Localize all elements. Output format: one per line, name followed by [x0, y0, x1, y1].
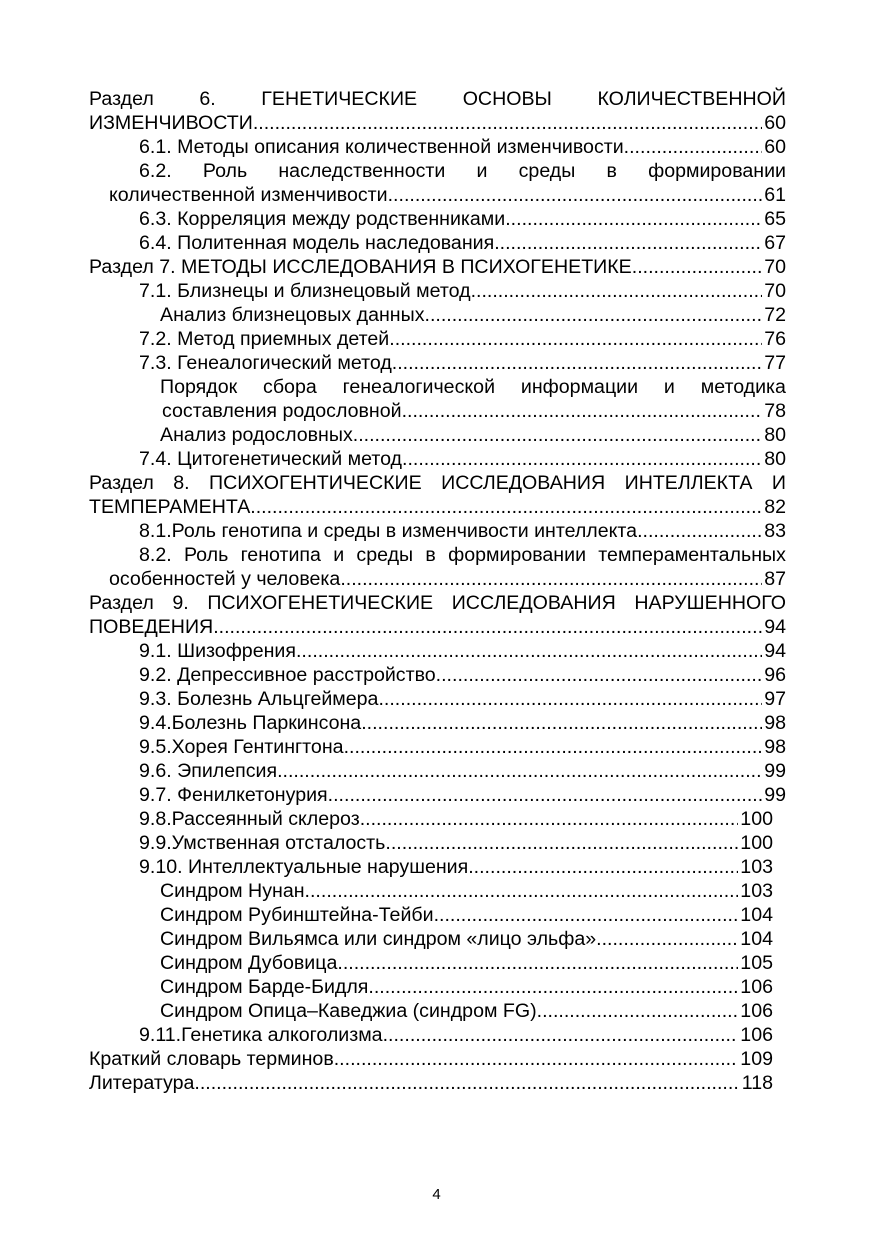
- leader-dots: [596, 927, 738, 951]
- page-number-footer: 4: [432, 1186, 441, 1203]
- toc-entry-9-6[interactable]: 9.6. Эпилепсия ..... 99: [139, 759, 786, 783]
- page-number: 76: [764, 328, 786, 350]
- page-number: 83: [764, 520, 786, 542]
- page-number: 70: [764, 280, 786, 302]
- toc-entry-8-2[interactable]: особенностей у человека ..... 87: [109, 567, 786, 591]
- toc-entry-7-1-twin-analysis[interactable]: Анализ близнецовых данных ..... 72: [160, 303, 786, 327]
- page-number: 78: [764, 400, 786, 422]
- page-number: 82: [764, 496, 786, 518]
- toc-entry-dubowitz[interactable]: Синдром Дубовица ..... 105: [160, 951, 773, 975]
- page-number: 67: [764, 232, 786, 254]
- toc-entry-9-10[interactable]: 9.10. Интеллектуальные нарушения ..... 103: [139, 855, 773, 879]
- page-number: 98: [764, 712, 786, 734]
- toc-entry-9-4[interactable]: 9.4.Болезнь Паркинсона ..... 98: [139, 711, 786, 735]
- toc-entry-7-3-procedure[interactable]: составления родословной ..... 78: [162, 399, 786, 423]
- page-number: 106: [740, 1000, 773, 1022]
- leader-dots: [337, 951, 738, 975]
- page-number: 100: [740, 832, 773, 854]
- toc-entry-7-3[interactable]: 7.3. Генеалогический метод ..... 77: [139, 351, 786, 375]
- page-number: 103: [740, 880, 773, 902]
- page-number: 97: [764, 688, 786, 710]
- toc-entry-8-1[interactable]: 8.1.Роль генотипа и среды в изменчивости интеллекта ..... 83: [139, 519, 786, 543]
- leader-dots: [344, 735, 763, 759]
- toc-entry-9-2[interactable]: 9.2. Депрессивное расстройство ..... 96: [139, 663, 786, 687]
- toc-entry-7-1[interactable]: 7.1. Близнецы и близнецовый метод ..... 70: [139, 279, 786, 303]
- page-number: 80: [764, 424, 786, 446]
- leader-dots: [392, 351, 762, 375]
- toc-entry-9-1[interactable]: 9.1. Шизофрения ..... 94: [139, 639, 786, 663]
- page-number: 94: [764, 640, 786, 662]
- leader-dots: [468, 855, 738, 879]
- leader-dots: [434, 903, 739, 927]
- toc-entry-rubinstein-taybi[interactable]: Синдром Рубинштейна-Тейби ..... 104: [160, 903, 773, 927]
- page-number: 65: [764, 208, 786, 230]
- leader-dots: [436, 663, 763, 687]
- page-number: 106: [740, 976, 773, 998]
- leader-dots: [368, 975, 738, 999]
- toc-entry-noonan[interactable]: Синдром Нунан ..... 103: [160, 879, 773, 903]
- leader-dots: [277, 759, 762, 783]
- leader-dots: [537, 999, 739, 1023]
- toc-entry-section-9[interactable]: ПОВЕДЕНИЯ ..... 94: [89, 615, 786, 639]
- leader-dots: [402, 447, 762, 471]
- leader-dots: [378, 687, 762, 711]
- toc-entry-9-9[interactable]: 9.9.Умственная отсталость ..... 100: [139, 831, 773, 855]
- toc-entry-section-7[interactable]: Раздел 7. МЕТОДЫ ИССЛЕДОВАНИЯ В ПСИХОГЕНЕТИКЕ ..... 70: [89, 255, 786, 279]
- toc-entry-williams[interactable]: Синдром Вильямса или синдром «лицо эльфа» ..... 104: [160, 927, 773, 951]
- leader-dots: [328, 783, 763, 807]
- page-number: 118: [741, 1072, 773, 1094]
- toc-entry-9-11[interactable]: 9.11.Генетика алкоголизма ..... 106: [139, 1023, 773, 1047]
- page-number: 72: [764, 304, 786, 326]
- page-number: 98: [764, 736, 786, 758]
- toc-entry-7-3-procedure-title: Порядок сбора генеалогической информации и методика: [160, 376, 786, 398]
- leader-dots: [425, 303, 763, 327]
- toc-section-8-title: Раздел 8. ПСИХОГЕНТИЧЕСКИЕ ИССЛЕДОВАНИЯ ИНТЕЛЛЕКТА И: [89, 472, 786, 494]
- page-number: 100: [740, 808, 773, 830]
- toc-entry-glossary[interactable]: Краткий словарь терминов ..... 109: [89, 1047, 773, 1071]
- leader-dots: [334, 1047, 739, 1071]
- toc-entry-9-3[interactable]: 9.3. Болезнь Альцгеймера ..... 97: [139, 687, 786, 711]
- leader-dots: [385, 831, 738, 855]
- toc-section-6-title: Раздел 6. ГЕНЕТИЧЕСКИЕ ОСНОВЫ КОЛИЧЕСТВЕННОЙ: [89, 88, 786, 110]
- leader-dots: [353, 423, 762, 447]
- toc-entry-6-1[interactable]: 6.1. Методы описания количественной изменчивости ..... 60: [139, 135, 786, 159]
- page-number: 60: [764, 112, 786, 134]
- leader-dots: [361, 711, 762, 735]
- leader-dots: [250, 495, 762, 519]
- leader-dots: [505, 207, 762, 231]
- leader-dots: [494, 231, 762, 255]
- page-number: 104: [740, 904, 773, 926]
- leader-dots: [360, 807, 739, 831]
- page-number: 104: [740, 928, 773, 950]
- page-number: 96: [764, 664, 786, 686]
- page-number: 105: [740, 952, 773, 974]
- toc-entry-7-2[interactable]: 7.2. Метод приемных детей ..... 76: [139, 327, 786, 351]
- leader-dots: [305, 879, 739, 903]
- leader-dots: [383, 1023, 739, 1047]
- page-number: 61: [764, 184, 786, 206]
- toc-entry-section-8[interactable]: ТЕМПЕРАМЕНТА ..... 82: [89, 495, 786, 519]
- leader-dots: [389, 327, 762, 351]
- leader-dots: [213, 615, 762, 639]
- leader-dots: [624, 135, 763, 159]
- page-number: 70: [764, 256, 786, 278]
- leader-dots: [637, 519, 762, 543]
- leader-dots: [253, 111, 762, 135]
- toc-entry-6-4[interactable]: 6.4. Политенная модель наследования ..... 67: [139, 231, 786, 255]
- toc-section-9-title: Раздел 9. ПСИХОГЕНЕТИЧЕСКИЕ ИССЛЕДОВАНИЯ НАРУШЕННОГО: [89, 592, 786, 614]
- page-number: 94: [764, 616, 786, 638]
- toc-entry-bardet-biedl[interactable]: Синдром Барде-Бидля ..... 106: [160, 975, 773, 999]
- leader-dots: [340, 567, 762, 591]
- toc-entry-literature[interactable]: Литература ..... 118: [89, 1071, 773, 1095]
- toc-entry-6-3[interactable]: 6.3. Корреляция между родственниками ..... 65: [139, 207, 786, 231]
- page-number: 103: [740, 856, 773, 878]
- toc-entry-opitz-kaveggia[interactable]: Синдром Опица–Каведжиа (синдром FG) ..... 106: [160, 999, 773, 1023]
- toc-entry-7-3-pedigree-analysis[interactable]: Анализ родословных ..... 80: [160, 423, 786, 447]
- toc-entry-section-6[interactable]: ИЗМЕНЧИВОСТИ ..... 60: [89, 111, 786, 135]
- toc-entry-6-2-title: 6.2. Роль наследственности и среды в формировании: [139, 160, 786, 182]
- leader-dots: [388, 183, 763, 207]
- leader-dots: [402, 399, 763, 423]
- leader-dots: [296, 639, 762, 663]
- leader-dots: [632, 255, 762, 279]
- page-number: 109: [740, 1048, 773, 1070]
- toc-entry-6-2[interactable]: количественной изменчивости ..... 61: [109, 183, 786, 207]
- page-number: 99: [764, 760, 786, 782]
- page-number: 60: [764, 136, 786, 158]
- toc-entry-7-4[interactable]: 7.4. Цитогенетический метод ..... 80: [139, 447, 786, 471]
- toc-entry-9-8[interactable]: 9.8.Рассеянный склероз ..... 100: [139, 807, 773, 831]
- leader-dots: [194, 1071, 739, 1095]
- toc-entry-9-5[interactable]: 9.5.Хорея Гентингтона ..... 98: [139, 735, 786, 759]
- page-number: 77: [764, 352, 786, 374]
- page-number: 87: [764, 568, 786, 590]
- page-number: 106: [740, 1024, 773, 1046]
- toc-entry-8-2-title: 8.2. Роль генотипа и среды в формировании темпераментальных: [139, 544, 786, 566]
- page-number: 99: [764, 784, 786, 806]
- leader-dots: [471, 279, 763, 303]
- page-number: 80: [764, 448, 786, 470]
- toc-entry-9-7[interactable]: 9.7. Фенилкетонурия ..... 99: [139, 783, 786, 807]
